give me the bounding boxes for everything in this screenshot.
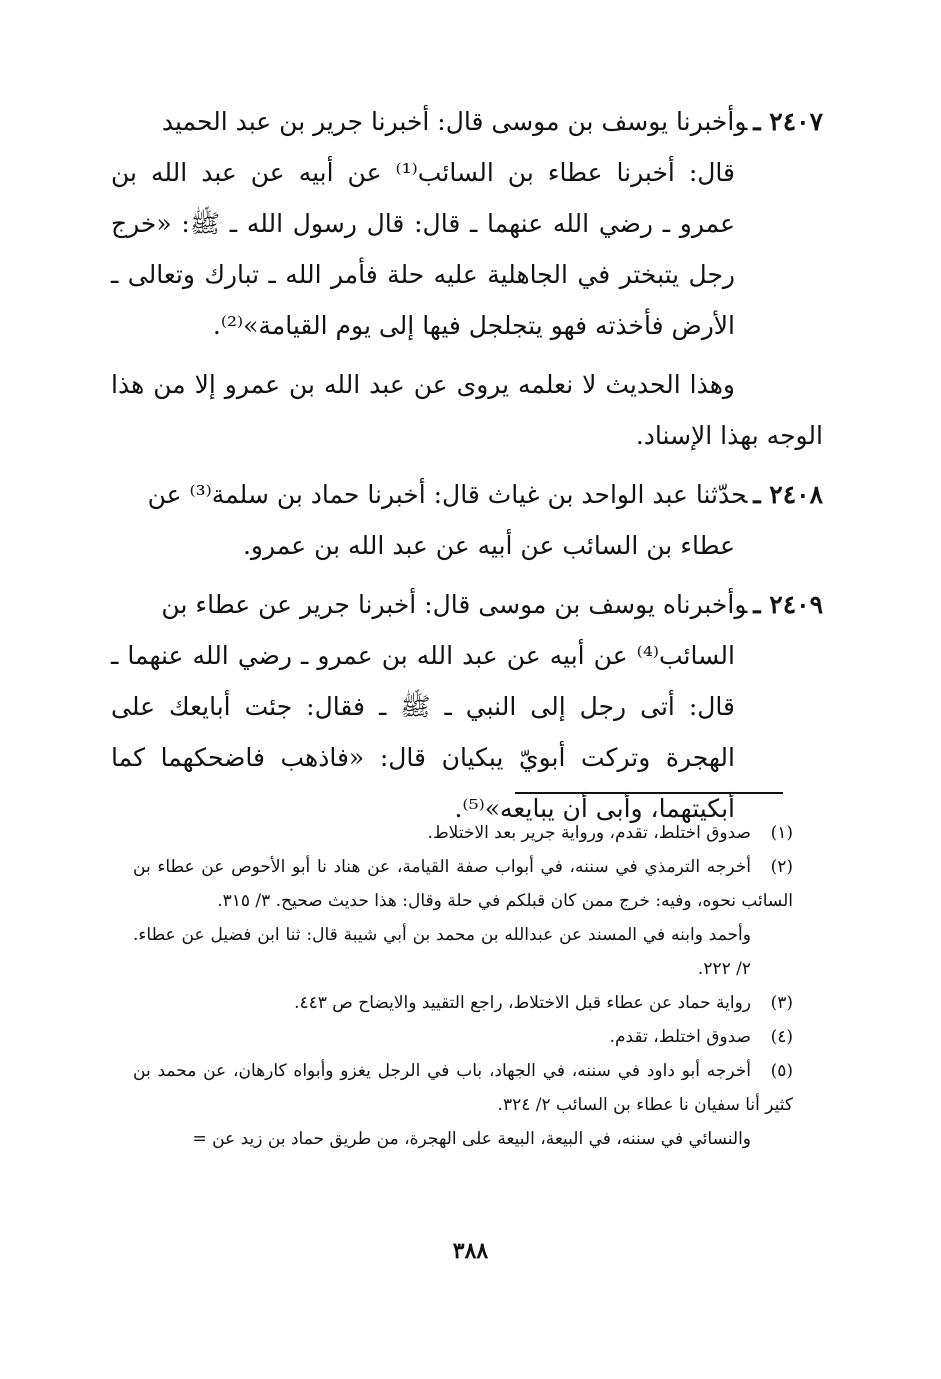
hadith-2408 bbox=[111, 469, 823, 571]
footnote-text: صدوق اختلط، تقدم. bbox=[609, 1027, 751, 1047]
hadith-text-rest: قال: أخبرنا عطاء بن السائب⁽¹⁾ عن أبيه عن عبد الله بن عمرو ـ رضي الله عنهما ـ قال: قال رسول الله ـ ﷺ: «خرج رجل يتبختر في الجاهلية عليه حلة فأمر الله ـ تبارك وتعالى ـ الأرض فأخذته فهو يتجلجل فيها إلى يوم القيامة»⁽²⁾. bbox=[111, 158, 736, 340]
hadith-text-first: وأخبرناه يوسف بن موسى قال: أخبرنا جرير عن عطاء بن bbox=[161, 590, 748, 619]
footnote-2-continued: وأحمد وابنه في المسند عن عبدالله بن محمد بن أبي شيبة قال: ثنا ابن فضيل عن عطاء. ٢/ ٢٢٢. bbox=[133, 925, 751, 979]
hadith-2407 bbox=[111, 96, 823, 351]
footnote-4 bbox=[133, 1020, 793, 1054]
footnote-divider bbox=[515, 792, 783, 794]
footnote-text: صدوق اختلط، تقدم، ورواية جرير بعد الاختلاط. bbox=[427, 823, 751, 843]
footnote-text: رواية حماد عن عطاء قبل الاختلاط، راجع التقييد والايضاح ص ٤٤٣. bbox=[294, 993, 751, 1013]
footnote-3 bbox=[133, 986, 793, 1020]
hadith-number: ٢٤٠٧ ـ bbox=[753, 107, 823, 136]
hadith-2409 bbox=[111, 579, 823, 834]
footnote-number: (١) bbox=[770, 823, 793, 843]
hadith-text-first: حدّثنا عبد الواحد بن غياث قال: أخبرنا حماد بن سلمة⁽³⁾ عن bbox=[147, 480, 748, 509]
footnote-text: أخرجه الترمذي في سننه، في أبواب صفة القيامة، عن هناد نا أبو الأحوص عن عطاء بن السائب نحوه، وفيه: خرج ممن كان قبلكم في حلة وقال: هذا حديث صحيح. ٣/ ٣١٥. bbox=[133, 857, 793, 911]
hadith-first-line bbox=[111, 579, 823, 630]
footnote-number: (٢) bbox=[770, 857, 793, 877]
main-text bbox=[111, 96, 823, 842]
footnote-number: (٤) bbox=[770, 1027, 793, 1047]
hadith-number: ٢٤٠٩ ـ bbox=[753, 590, 823, 619]
hadith-first-line bbox=[111, 96, 823, 147]
hadith-text-rest: السائب⁽⁴⁾ عن أبيه عن عبد الله بن عمرو ـ رضي الله عنهما ـ قال: أتى رجل إلى النبي ـ ﷺ ـ فقال: جئت أبايعك على الهجرة وتركت أبويّ يبكيان قال: «فاذهب فاضحكهما كما أبكيتهما، وأبى أن يبايعه»⁽⁵⁾. bbox=[111, 641, 735, 823]
footnote-5-continued: والنسائي في سننه، في البيعة، البيعة على الهجرة، من طريق حماد بن زيد عن = bbox=[192, 1129, 751, 1149]
hadith-number: ٢٤٠٨ ـ bbox=[753, 480, 823, 509]
footnote-number: (٣) bbox=[770, 993, 793, 1013]
footnote-1 bbox=[133, 816, 793, 850]
hadith-first-line bbox=[111, 469, 823, 520]
footnote-number: (٥) bbox=[770, 1061, 793, 1081]
hadith-text-first: وأخبرنا يوسف بن موسى قال: أخبرنا جرير بن عبد الحميد bbox=[161, 107, 748, 136]
footnote-text: أخرجه أبو داود في سننه، في الجهاد، باب في الرجل يغزو وأبواه كارهان، عن محمد بن كثير أنا سفيان نا عطاء بن السائب ٢/ ٣٢٤. bbox=[133, 1061, 793, 1115]
page-number: ٣٨٨ bbox=[452, 1238, 489, 1264]
footnote-5 bbox=[133, 1054, 793, 1122]
hadith-text-rest: عطاء بن السائب عن أبيه عن عبد الله بن عمرو. bbox=[242, 531, 735, 560]
footnotes bbox=[133, 816, 793, 1156]
footnote-2 bbox=[133, 850, 793, 918]
commentary-paragraph: وهذا الحديث لا نعلمه يروى عن عبد الله بن عمرو إلا من هذا الوجه بهذا الإسناد. bbox=[111, 370, 823, 450]
